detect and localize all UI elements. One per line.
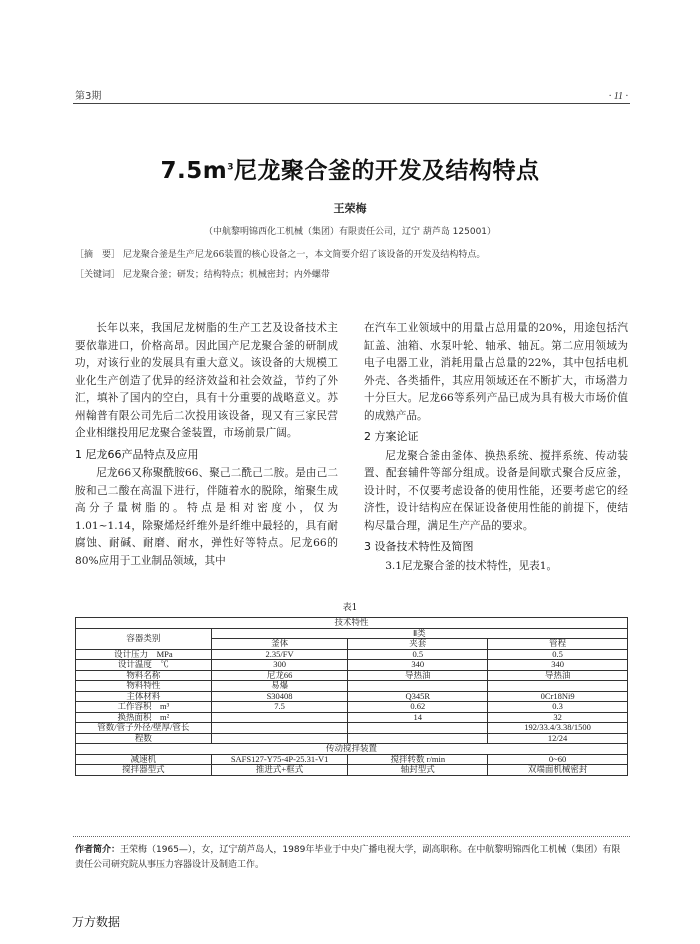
- cell: 32: [488, 712, 628, 723]
- cell: 搅拌转数 r/min: [348, 754, 488, 765]
- spec-table: [75, 617, 628, 776]
- table-row: [76, 733, 628, 744]
- right-column: [364, 320, 628, 575]
- cell: [211, 712, 348, 723]
- abstract-text: 尼龙聚合釜是生产尼龙66装置的核心设备之一，本文简要介绍了该设备的开发及结构特点。: [122, 250, 486, 260]
- category-label: 容器类别: [76, 628, 212, 649]
- row-label: 程数: [76, 733, 212, 744]
- table-row: [76, 691, 628, 702]
- cell: [348, 723, 488, 734]
- table-row: [76, 670, 628, 681]
- keywords: [75, 267, 330, 280]
- author-name: 王荣梅: [333, 202, 367, 215]
- cell: 14: [348, 712, 488, 723]
- section2-paragraph: 尼龙聚合釜由釜体、换热系统、搅拌系统、传动装置、配套辅件等部分组成。设备是间歇式聚合反应釜，设计时，不仅要考虑设备的使用性能，还要考虑它的经济性，设计结构应在保证设备使用性能的前提下，使结构尽量合理，满足生产产品的要求。: [364, 449, 628, 532]
- page-number: · 11 ·: [608, 91, 628, 102]
- table-row: [76, 712, 628, 723]
- cell: 192/33.4/3.38/1500: [488, 723, 628, 734]
- cell: 2.35/FV: [211, 649, 348, 660]
- cell: 搅拌器型式: [76, 765, 212, 776]
- wanfang-watermark: 万方数据: [72, 915, 121, 929]
- col-header: 釜体: [211, 639, 348, 650]
- cell: 300: [211, 660, 348, 671]
- cell: S30408: [211, 691, 348, 702]
- row-label: 设计温度 ℃: [76, 660, 212, 671]
- article-title: $7.5m^3$尼龙聚合釜的开发及结构特点: [160, 158, 540, 184]
- col-header: 夹套: [348, 639, 488, 650]
- author-affiliation: （中航黎明锦西化工机械（集团）有限责任公司，辽宁 葫芦岛 125001）: [203, 227, 497, 237]
- cell: 轴封型式: [348, 765, 488, 776]
- table-row: [76, 765, 628, 776]
- table-caption: 表1: [342, 603, 358, 613]
- continuation-paragraph: 在汽车工业领域中的用量占总用量的20%，用途包括汽缸盖、油箱、水泵叶轮、轴承、轴瓦。第二应用领域为电子电器工业，消耗用量占总量的22%，其中包括电机外壳、各类插件，其应用领域还在不断扩大，市场潜力十分巨大。尼龙66等系列产品已成为具有极大市场价值的成熟产品。: [364, 322, 628, 422]
- row-label: 设计压力 MPa: [76, 649, 212, 660]
- row-label: 管数/管子外径/壁厚/管长: [76, 723, 212, 734]
- cell: 导热油: [488, 670, 628, 681]
- cell: SAFS127-Y75-4P-25.31-V1: [211, 754, 348, 765]
- tech-header: 技术特性: [76, 618, 628, 629]
- author-bio: [75, 843, 628, 873]
- cell: [348, 733, 488, 744]
- section1-heading: 1 尼龙66产品特点及应用: [75, 447, 199, 461]
- cell: 0.62: [348, 702, 488, 713]
- cell: 推进式+框式: [211, 765, 348, 776]
- issue-number: 第3期: [75, 91, 102, 102]
- table-row: [76, 628, 628, 639]
- table-row: [76, 649, 628, 660]
- table-row: [76, 744, 628, 755]
- category-value: Ⅱ类: [211, 628, 627, 639]
- table-row: [76, 754, 628, 765]
- abstract-tag: ［摘 要］: [75, 250, 121, 260]
- header-rule: [73, 103, 630, 104]
- cell: 0.3: [488, 702, 628, 713]
- bio-label: 作者简介：: [75, 845, 121, 855]
- footnote-rule: [73, 836, 630, 837]
- keywords-tag: ［关键词］: [75, 270, 121, 280]
- cell: [211, 733, 348, 744]
- keywords-text: 尼龙聚合釜；研发；结构特点；机械密封；内外螺带: [122, 270, 330, 280]
- intro-paragraph: 长年以来，我国尼龙树脂的生产工艺及设备技术主要依靠进口，价格高昂。因此国产尼龙聚合釜的研制成功，对该行业的发展具有重大意义。该设备的大规模工业化生产创造了优异的经济效益和社会效益，节约了外汇，填补了国内的空白，具有十分重要的战略意义。苏州翰普有限公司先后二次投用该设备，现又有三家民营企业相继投用尼龙聚合釜装置，市场前景广阔。: [75, 322, 338, 439]
- cell: [348, 681, 488, 692]
- cell: 7.5: [211, 702, 348, 713]
- section3-paragraph: 3.1尼龙聚合釜的技术特性，见表1。: [385, 559, 558, 572]
- cell: 0.5: [488, 649, 628, 660]
- section1-paragraph: 尼龙66又称聚酰胺66、聚己二酰己二胺。是由己二胺和己二酸在高温下进行，伴随着水的脱除，缩聚生成高分子量树脂的。特点是相对密度小，仅为1.01~1.14，除聚烯烃纤维外是纤维中最轻的，具有耐腐蚀、耐碱、耐磨、耐水，弹性好等特点。尼龙66的80%应用于工业制品领域，其中: [75, 467, 338, 567]
- row-label: 物料名称: [76, 670, 212, 681]
- cell: 导热油: [348, 670, 488, 681]
- cell: 双端面机械密封: [488, 765, 628, 776]
- cell: 0~60: [488, 754, 628, 765]
- cell: 0Cr18Ni9: [488, 691, 628, 702]
- table-row: [76, 723, 628, 734]
- drive-header: 传动搅拌装置: [76, 744, 628, 755]
- cell: 340: [348, 660, 488, 671]
- bio-text: 王荣梅（1965—），女，辽宁葫芦岛人，1989年毕业于中央广播电视大学，副高职称。在中航黎明锦西化工机械（集团）有限责任公司研究院从事压力容器设计及制造工作。: [75, 845, 621, 870]
- row-label: 工作容积 m³: [76, 702, 212, 713]
- left-column: [75, 320, 338, 570]
- table-row: [76, 702, 628, 713]
- row-label: 主体材料: [76, 691, 212, 702]
- abstract: [75, 247, 485, 260]
- table-row: [76, 681, 628, 692]
- col-header: 管程: [488, 639, 628, 650]
- cell: 12/24: [488, 733, 628, 744]
- row-label: 换热面积 m²: [76, 712, 212, 723]
- section2-heading: 2 方案论证: [364, 430, 419, 443]
- cell: Q345R: [348, 691, 488, 702]
- cell: 易爆: [211, 681, 348, 692]
- cell: 减速机: [76, 754, 212, 765]
- cell: [211, 723, 348, 734]
- cell: 0.5: [348, 649, 488, 660]
- cell: 340: [488, 660, 628, 671]
- section3-heading: 3 设备技术特性及简图: [364, 540, 474, 553]
- cell: 尼龙66: [211, 670, 348, 681]
- cell: [488, 681, 628, 692]
- row-label: 物料特性: [76, 681, 212, 692]
- table-row: [76, 660, 628, 671]
- table-row: [76, 618, 628, 629]
